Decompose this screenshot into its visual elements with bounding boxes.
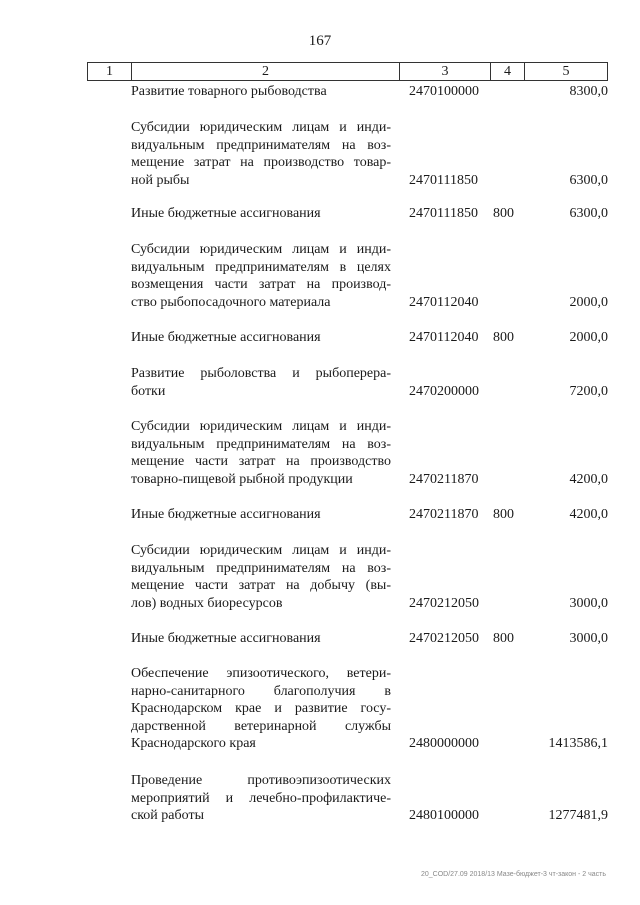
- row-amount: 2000,0: [569, 330, 608, 345]
- table-row: [131, 365, 608, 400]
- row-name-line: Проведение противоэпизоотических: [131, 773, 391, 788]
- row-name-line: мероприятий и лечебно-профилактиче-: [131, 790, 391, 806]
- row-name: [131, 418, 391, 488]
- row-expense-type: 800: [493, 507, 514, 522]
- row-code: 2470111850: [409, 172, 478, 188]
- header-col-3: 3: [400, 63, 491, 80]
- header-col-1: 1: [88, 63, 132, 80]
- header-col-2: 2: [132, 63, 400, 80]
- row-name-line: Развитие рыболовства и рыбоперера-: [131, 366, 391, 381]
- row-name-line: Иные бюджетные ассигнования: [131, 206, 321, 221]
- row-name-line: видуальным предпринимателям на воз-: [131, 137, 391, 153]
- row-amount: 4200,0: [569, 471, 608, 487]
- row-name-line: Субсидии юридическим лицам и инди-: [131, 543, 391, 558]
- row-amount: 4200,0: [569, 507, 608, 522]
- row-name: [131, 205, 391, 223]
- row-code: 2470211870: [409, 471, 479, 487]
- row-name: [131, 365, 391, 400]
- table-row: [131, 418, 608, 488]
- table-row: [131, 205, 608, 223]
- table-row: [131, 542, 608, 612]
- row-amount: 1413586,1: [548, 736, 608, 752]
- row-name-line: ство рыбопосадочного материала: [131, 294, 331, 310]
- row-amount: 3000,0: [569, 595, 608, 611]
- table-row: [131, 119, 608, 189]
- row-name-line: Субсидии юридическим лицам и инди-: [131, 120, 391, 135]
- row-name-line: мещение части затрат на производство: [131, 454, 391, 470]
- table-row: [131, 630, 608, 648]
- row-expense-type: 800: [493, 330, 514, 345]
- row-name: [131, 542, 391, 612]
- row-expense-type: 800: [493, 631, 514, 646]
- row-amount: 2000,0: [569, 294, 608, 310]
- row-name-line: нарно-санитарного благополучия в: [131, 683, 391, 699]
- row-code: 2470112040: [409, 294, 479, 310]
- row-code: 2470211870: [409, 507, 479, 522]
- row-amount: 7200,0: [569, 383, 608, 399]
- table-row: [131, 772, 608, 825]
- row-code: 2470100000: [409, 84, 479, 99]
- row-name-line: Субсидии юридическим лицам и инди-: [131, 419, 391, 434]
- row-name-line: видуальным предпринимателям на воз-: [131, 436, 391, 452]
- row-name-line: ской работы: [131, 808, 204, 824]
- table-header-row: [87, 62, 608, 81]
- row-name-line: товарно-пищевой рыбной продукции: [131, 471, 353, 487]
- row-name: [131, 665, 391, 753]
- row-name-line: Иные бюджетные ассигнования: [131, 507, 321, 522]
- row-name-line: возмещения части затрат на производ-: [131, 277, 391, 293]
- page-number: 167: [308, 33, 332, 49]
- row-name-line: мещение части затрат на добычу (вы-: [131, 578, 391, 594]
- row-name-line: ботки: [131, 383, 166, 399]
- row-name-line: Развитие товарного рыбоводства: [131, 84, 327, 99]
- row-name-line: Краснодарского края: [131, 736, 256, 752]
- row-name-line: дарственной ветеринарной службы: [131, 718, 391, 734]
- row-amount: 1277481,9: [548, 808, 608, 824]
- row-name: [131, 329, 391, 347]
- table-row: [131, 665, 608, 753]
- footer-stamp: 20_COD/27.09 2018/13 Мазе-бюджет-3 чт-закон - 2 часть: [420, 871, 606, 878]
- row-code: 2480000000: [409, 736, 479, 752]
- row-name-line: ной рыбы: [131, 172, 190, 188]
- row-name-line: Иные бюджетные ассигнования: [131, 631, 321, 646]
- row-amount: 8300,0: [569, 84, 608, 99]
- table-row: [131, 506, 608, 524]
- row-code: 2470200000: [409, 383, 479, 399]
- row-code: 2470212050: [409, 631, 479, 646]
- header-col-4: 4: [491, 63, 525, 80]
- row-name: [131, 119, 391, 189]
- row-expense-type: 800: [493, 206, 514, 221]
- row-name: [131, 83, 391, 101]
- table-row: [131, 241, 608, 311]
- row-amount: 6300,0: [569, 206, 608, 221]
- row-name-line: видуальным предпринимателям в целях: [131, 259, 391, 275]
- row-code: 2480100000: [409, 808, 479, 824]
- row-name: [131, 506, 391, 524]
- table-row: [131, 83, 608, 101]
- header-col-5: 5: [562, 64, 570, 79]
- row-code: 2470111850: [409, 206, 478, 221]
- row-name-line: Краснодарском крае и развитие госу-: [131, 701, 391, 717]
- row-name: [131, 772, 391, 825]
- row-name-line: Иные бюджетные ассигнования: [131, 330, 321, 345]
- table-row: [131, 329, 608, 347]
- row-name-line: Субсидии юридическим лицам и инди-: [131, 242, 391, 257]
- row-name: [131, 630, 391, 648]
- row-amount: 3000,0: [569, 631, 608, 646]
- row-name-line: видуальным предпринимателям на воз-: [131, 560, 391, 576]
- row-amount: 6300,0: [569, 172, 608, 188]
- row-name: [131, 241, 391, 311]
- row-code: 2470212050: [409, 595, 479, 611]
- row-name-line: лов) водных биоресурсов: [131, 595, 283, 611]
- row-name-line: мещение затрат на производство товар-: [131, 155, 391, 171]
- row-name-line: Обеспечение эпизоотического, ветери-: [131, 666, 391, 681]
- row-code: 2470112040: [409, 330, 479, 345]
